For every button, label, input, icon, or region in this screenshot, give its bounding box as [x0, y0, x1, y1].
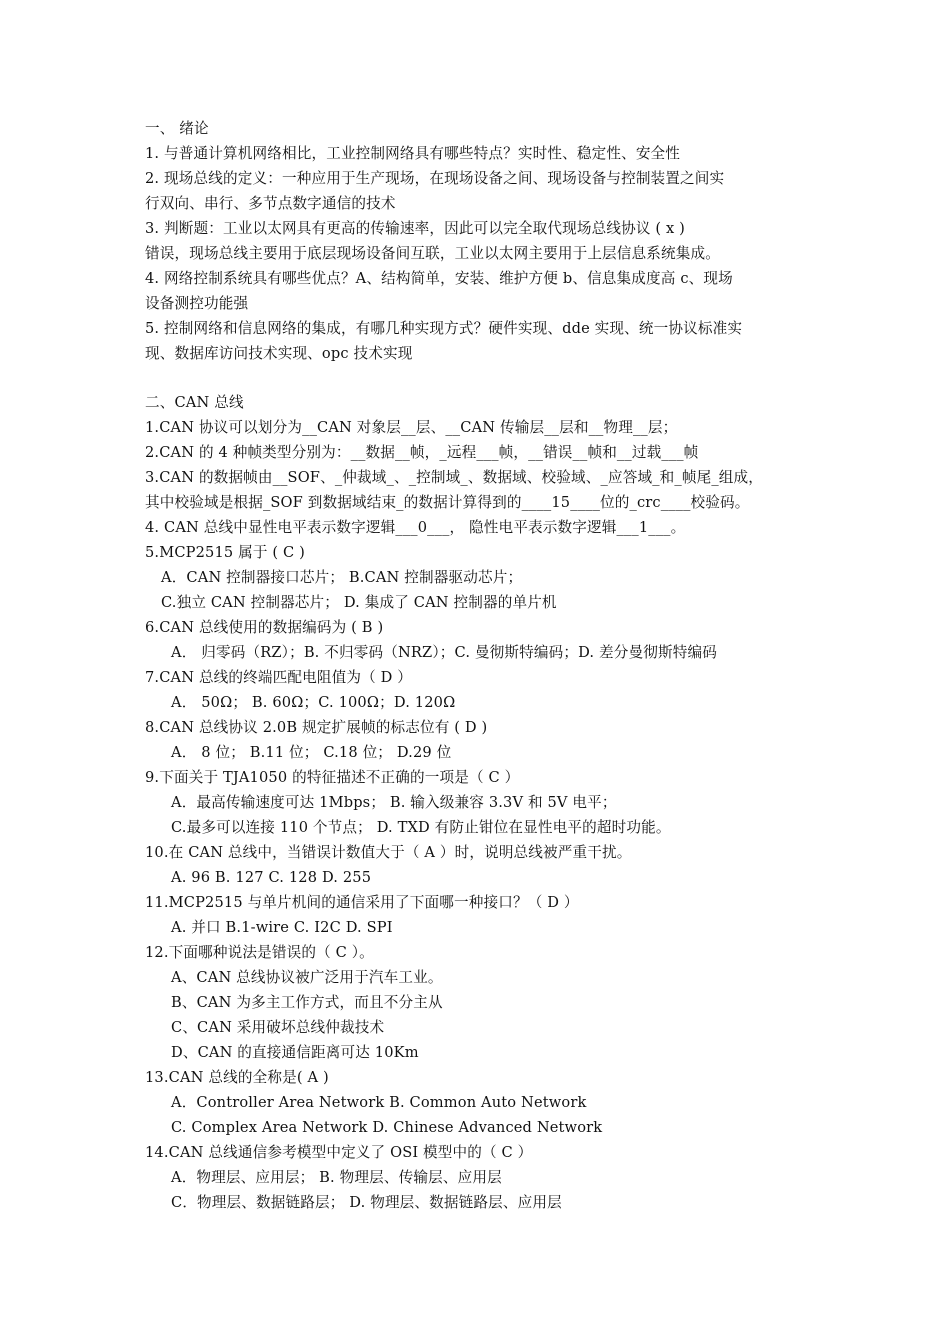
section-heading-can: 二、CAN 总线: [145, 394, 244, 411]
can-question-13: 13.CAN 总线的全称是( A ): [145, 1069, 329, 1086]
can-question-7: 7.CAN 总线的终端匹配电阻值为（ D ）: [145, 669, 413, 686]
can-question-13-options-b: C. Complex Area Network D. Chinese Advanced Network: [171, 1119, 603, 1136]
question-2-cont: 行双向、串行、多节点数字通信的技术: [145, 195, 396, 212]
can-question-5-options-a: A．CAN 控制器接口芯片； B.CAN 控制器驱动芯片；: [161, 569, 523, 586]
can-question-5: 5.MCP2515 属于 ( C ): [145, 544, 305, 561]
question-3: 3. 判断题：工业以太网具有更高的传输速率，因此可以完全取代现场总线协议 ( x ): [145, 220, 685, 237]
can-question-1: 1.CAN 协议可以划分为__CAN 对象层__层、__CAN 传输层__层和__物理__层；: [145, 419, 678, 436]
blank-line: [145, 366, 813, 390]
can-question-9: 9.下面关于 TJA1050 的特征描述不正确的一项是（ C ）: [145, 769, 520, 786]
can-question-12-option-a: A、CAN 总线协议被广泛用于汽车工业。: [171, 969, 443, 986]
question-2: 2. 现场总线的定义：一种应用于生产现场，在现场设备之间、现场设备与控制装置之间实: [145, 170, 725, 187]
can-question-10: 10.在 CAN 总线中，当错误计数值大于（ A ）时，说明总线被严重干扰。: [145, 844, 632, 861]
section-heading-intro: 一、 绪论: [145, 120, 209, 137]
can-question-4: 4. CAN 总线中显性电平表示数字逻辑___0___， 隐性电平表示数字逻辑___1___。: [145, 519, 686, 536]
can-question-6: 6.CAN 总线使用的数据编码为 ( B ): [145, 619, 384, 636]
can-question-8-options: A． 8 位； B.11 位； C.18 位； D.29 位: [171, 744, 452, 761]
question-3-answer: 错误，现场总线主要用于底层现场设备间互联，工业以太网主要用于上层信息系统集成。: [145, 245, 721, 262]
can-question-12-option-d: D、CAN 的直接通信距离可达 10Km: [171, 1044, 419, 1061]
question-4-cont: 设备测控功能强: [145, 295, 249, 312]
can-question-3-cont: 其中校验域是根据_SOF 到数据域结束_的数据计算得到的____15____位的_crc____校验码。: [145, 494, 750, 511]
can-question-2: 2.CAN 的 4 种帧类型分别为：__数据__帧，_远程___帧，__错误__帧和__过载___帧: [145, 444, 699, 461]
can-question-12: 12.下面哪种说法是错误的（ C ）。: [145, 944, 374, 961]
can-question-14-options-b: C．物理层、数据链路层； D. 物理层、数据链路层、应用层: [171, 1194, 562, 1211]
can-question-10-options: A. 96 B. 127 C. 128 D. 255: [171, 869, 372, 886]
can-question-14: 14.CAN 总线通信参考模型中定义了 OSI 模型中的（ C ）: [145, 1144, 533, 1161]
question-1: 1. 与普通计算机网络相比，工业控制网络具有哪些特点？实时性、稳定性、安全性: [145, 145, 681, 162]
document-page: [145, 116, 813, 1215]
can-question-7-options: A． 50Ω； B. 60Ω；C. 100Ω；D. 120Ω: [171, 694, 456, 711]
can-question-11-options: A. 并口 B.1-wire C. I2C D. SPI: [171, 919, 393, 936]
can-question-12-option-c: C、CAN 采用破坏总线仲裁技术: [171, 1019, 385, 1036]
can-question-9-options-a: A．最高传输速度可达 1Mbps； B. 输入级兼容 3.3V 和 5V 电平；: [171, 794, 617, 811]
can-question-14-options-a: A．物理层、应用层； B. 物理层、传输层、应用层: [171, 1169, 502, 1186]
question-5-cont: 现、数据库访问技术实现、opc 技术实现: [145, 345, 413, 362]
can-question-3: 3.CAN 的数据帧由__SOF、_仲裁域_、_控制域_、数据域、校验域、_应答域_和_帧尾_组成，: [145, 469, 764, 486]
can-question-13-options-a: A．Controller Area Network B. Common Auto Network: [171, 1094, 587, 1111]
question-5: 5. 控制网络和信息网络的集成，有哪几种实现方式？硬件实现、dde 实现、统一协议标准实: [145, 320, 743, 337]
question-4: 4. 网络控制系统具有哪些优点？A、结构简单，安装、维护方便 b、信息集成度高 c、现场: [145, 270, 733, 287]
can-question-9-options-b: C.最多可以连接 110 个节点； D. TXD 有防止钳位在显性电平的超时功能。: [171, 819, 671, 836]
can-question-5-options-b: C.独立 CAN 控制器芯片； D. 集成了 CAN 控制器的单片机: [161, 594, 557, 611]
can-question-12-option-b: B、CAN 为多主工作方式，而且不分主从: [171, 994, 443, 1011]
can-question-11: 11.MCP2515 与单片机间的通信采用了下面哪一种接口？（ D ）: [145, 894, 579, 911]
can-question-8: 8.CAN 总线协议 2.0B 规定扩展帧的标志位有 ( D ): [145, 719, 488, 736]
can-question-6-options: A． 归零码（RZ）；B. 不归零码（NRZ）；C. 曼彻斯特编码；D. 差分曼彻斯特编码: [171, 644, 717, 661]
